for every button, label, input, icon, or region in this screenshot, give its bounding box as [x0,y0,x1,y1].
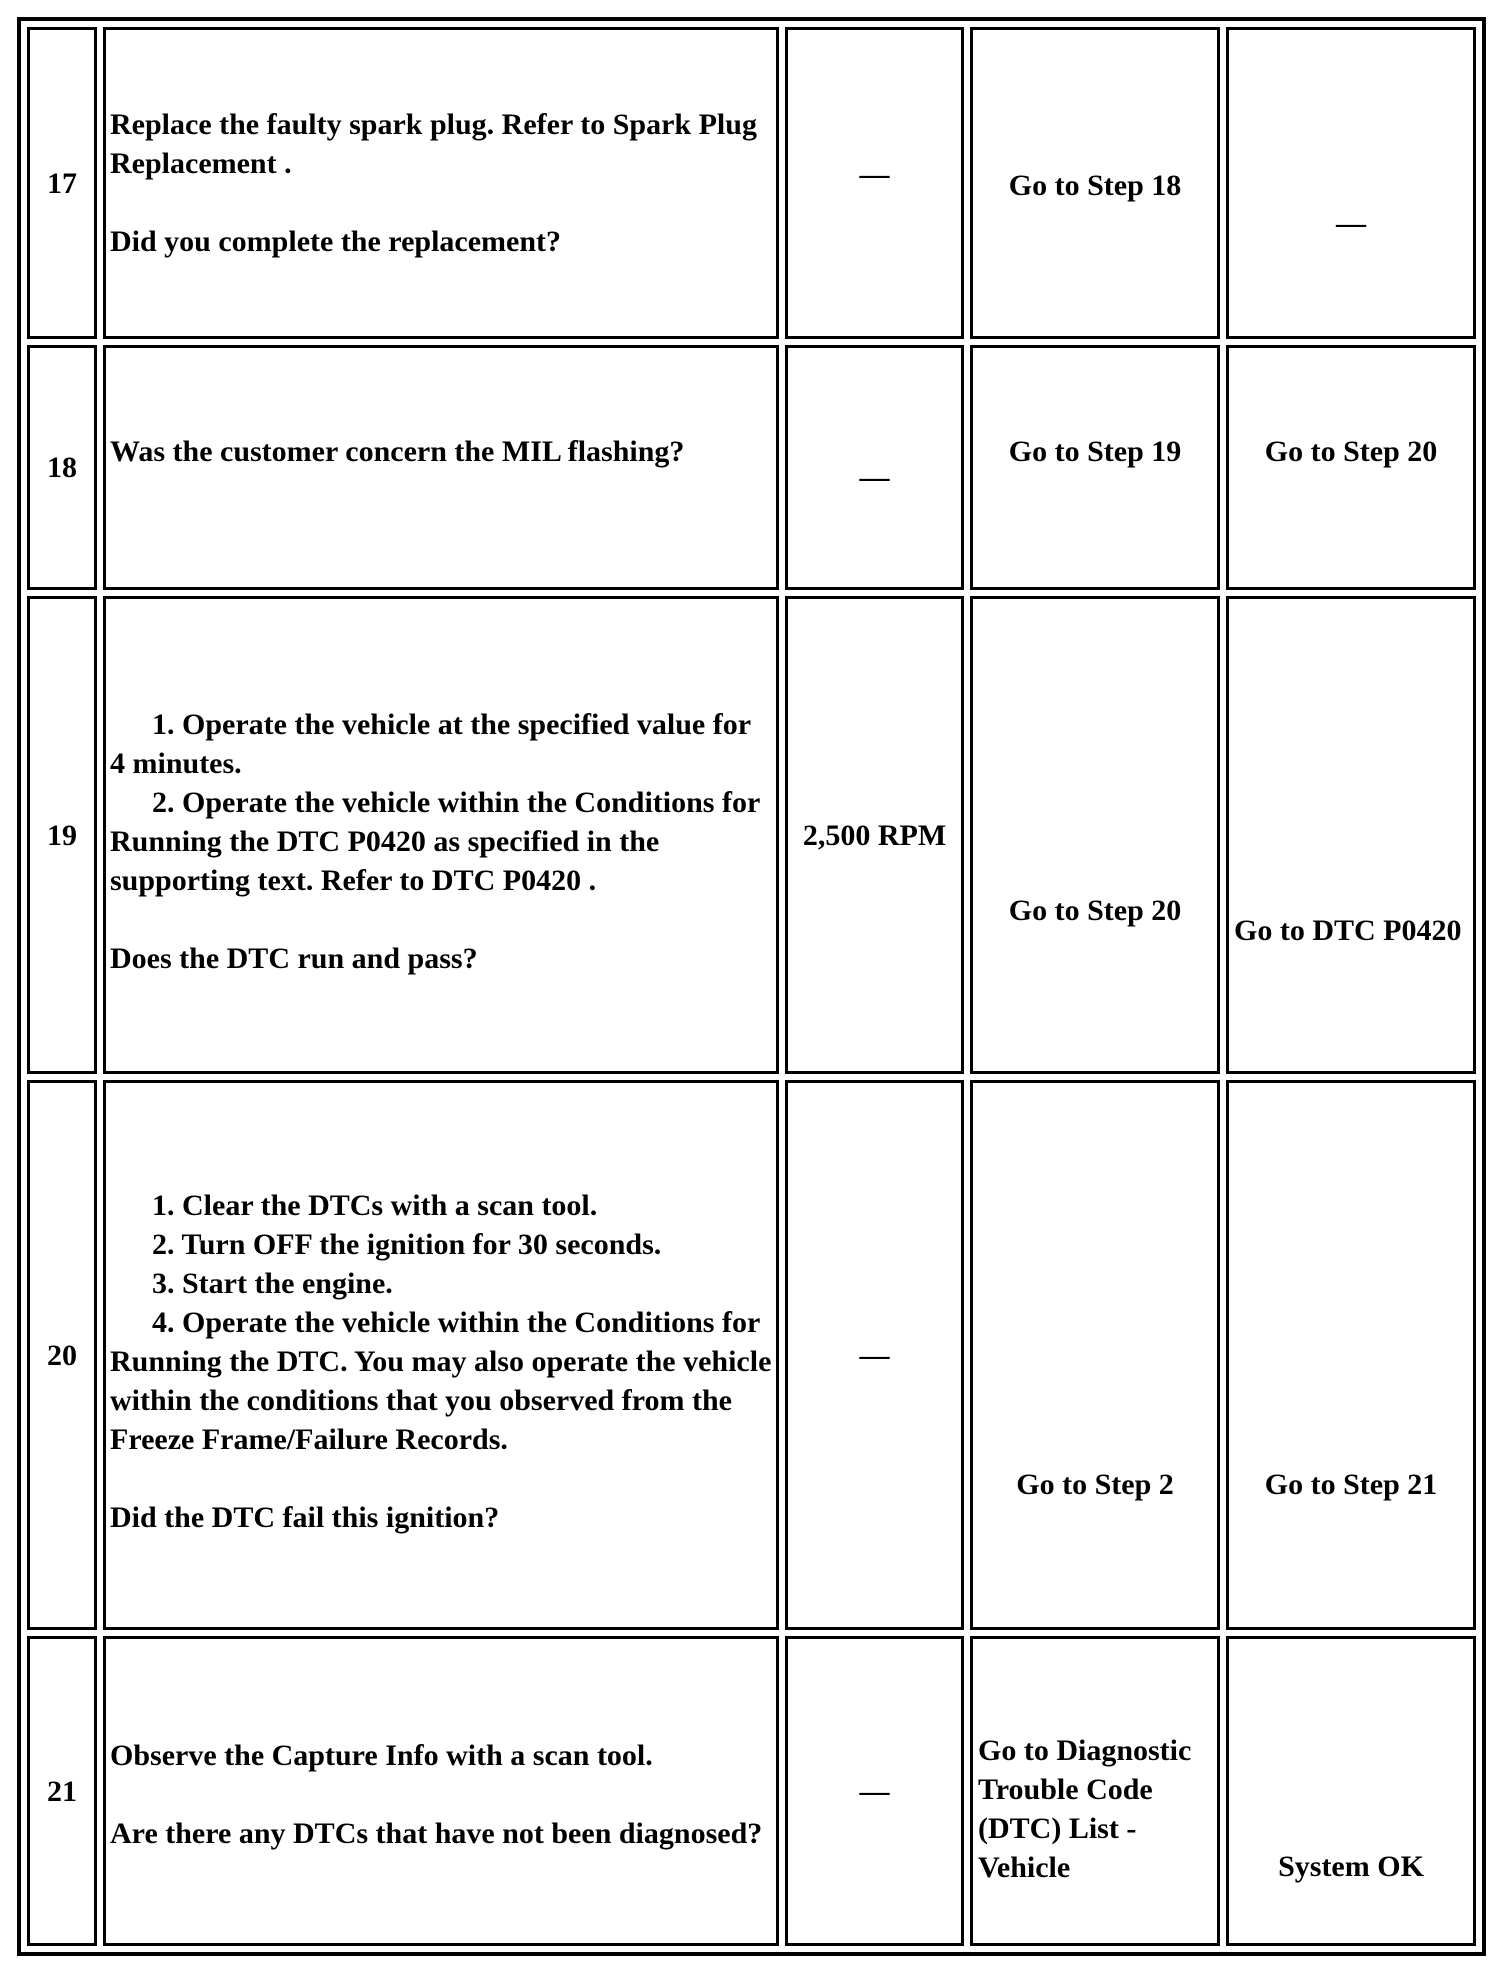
list-item: 2. Operate the vehicle within the Conditions for Running the DTC P0420 as specified in the supporting text. Refer to DTC P0420 . [110,785,760,897]
value-cell: — [785,1636,964,1946]
action-text: Was the customer concern the MIL flashing? [110,435,685,468]
yes-cell: Go to Step 18 [970,27,1220,339]
question-text: Are there any DTCs that have not been diagnosed? [110,1816,763,1850]
list-item: 2. Turn OFF the ignition for 30 seconds. [152,1227,662,1261]
step-number: 17 [27,27,97,339]
diagnostic-table [17,17,1486,1956]
question-text: Does the DTC run and pass? [110,941,478,975]
no-cell: — [1226,27,1476,339]
value-cell: — [785,345,964,590]
no-cell: Go to Step 21 [1226,1080,1476,1630]
yes-cell: Go to Step 20 [970,596,1220,1074]
value-cell: — [785,27,964,339]
action-text: Observe the Capture Info with a scan tool. [110,1738,653,1772]
list-item: 1. Operate the vehicle at the specified value for 4 minutes. [110,707,751,780]
table-row-step-19 [27,596,1476,1074]
step-number: 20 [27,1080,97,1630]
list-item: 3. Start the engine. [152,1266,393,1300]
step-number: 21 [27,1636,97,1946]
list-item: 1. Clear the DTCs with a scan tool. [152,1188,598,1222]
value-cell: 2,500 RPM [785,596,964,1074]
no-cell: Go to DTC P0420 [1226,596,1476,1074]
yes-cell: Go to Diagnostic Trouble Code (DTC) List - Vehicle [970,1636,1220,1946]
action-cell [103,27,779,339]
question-text: Did the DTC fail this ignition? [110,1500,500,1534]
action-cell [103,1636,779,1946]
no-cell: System OK [1226,1636,1476,1946]
question-text: Did you complete the replacement? [110,225,562,258]
list-item: 4. Operate the vehicle within the Conditions for Running the DTC. You may also operate the vehicle within the conditions that you observed from the Freeze Frame/Failure Records. [110,1305,772,1456]
table-row-step-17 [27,27,1476,339]
value-cell: — [785,1080,964,1630]
action-cell [103,1080,779,1630]
table-row-step-18 [27,345,1476,590]
action-cell [103,345,779,590]
table-row-step-20 [27,1080,1476,1630]
step-number: 19 [27,596,97,1074]
action-cell [103,596,779,1074]
no-cell: Go to Step 20 [1226,345,1476,590]
yes-cell: Go to Step 19 [970,345,1220,590]
table-row-step-21 [27,1636,1476,1946]
yes-cell: Go to Step 2 [970,1080,1220,1630]
action-text: Replace the faulty spark plug. Refer to Spark Plug Replacement . [110,108,757,180]
step-number: 18 [27,345,97,590]
